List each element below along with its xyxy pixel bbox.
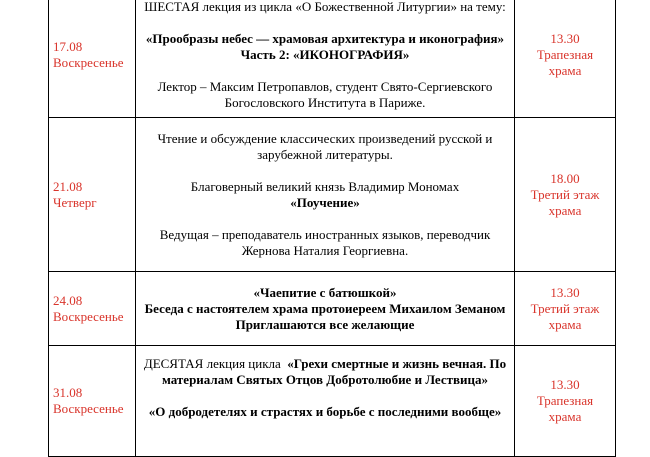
event-author: Благоверный великий князь Владимир Мономах bbox=[190, 178, 460, 194]
event-weekday: Четверг bbox=[53, 194, 97, 210]
place-cell bbox=[515, 118, 616, 272]
date-cell bbox=[49, 272, 136, 346]
event-place-cont: храма bbox=[548, 409, 582, 424]
description-cell bbox=[136, 346, 515, 457]
event-intro-cont: зарубежной литературы. bbox=[257, 146, 393, 162]
event-place: Третий этаж bbox=[530, 300, 600, 316]
table-row bbox=[49, 0, 616, 118]
event-title: «Поучение» bbox=[290, 194, 360, 210]
event-time: 13.30 bbox=[550, 31, 580, 46]
schedule-table bbox=[48, 0, 616, 457]
place-cell bbox=[515, 272, 616, 346]
event-date: 31.08 bbox=[53, 385, 83, 400]
date-cell bbox=[49, 118, 136, 272]
event-subtitle: Беседа с настоятелем храма протоиереем Михаилом Земаном bbox=[144, 300, 506, 316]
event-title: «Чаепитие с батюшкой» bbox=[253, 284, 397, 300]
date-cell bbox=[49, 0, 136, 118]
event-intro: ДЕСЯТАЯ лекция цикла bbox=[143, 356, 281, 371]
event-place-cont: храма bbox=[548, 202, 582, 218]
event-date: 17.08 bbox=[53, 39, 83, 54]
event-lecturer-cont: Богословского Института в Париже. bbox=[224, 95, 426, 110]
event-place-cont: храма bbox=[548, 63, 582, 78]
event-subtitle: Часть 2: «ИКОНОГРАФИЯ» bbox=[240, 47, 410, 62]
date-cell bbox=[49, 346, 136, 457]
event-time: 13.30 bbox=[550, 284, 580, 300]
table-row bbox=[49, 118, 616, 272]
event-place: Трапезная bbox=[536, 393, 594, 408]
place-cell bbox=[515, 346, 616, 457]
event-title: «Грехи смертные и жизнь вечная. По bbox=[287, 356, 507, 371]
event-place: Трапезная bbox=[536, 47, 594, 62]
event-intro: Чтение и обсуждение классических произведений русской и bbox=[157, 130, 493, 146]
event-date: 21.08 bbox=[53, 178, 83, 194]
event-time: 18.00 bbox=[550, 170, 580, 186]
event-title: «Прообразы небес — храмовая архитектура и иконография» bbox=[145, 31, 505, 46]
event-weekday: Воскресенье bbox=[53, 308, 124, 324]
event-title-cont: материалам Святых Отцов Добротолюбие и Лествица» bbox=[161, 372, 488, 387]
table-row bbox=[49, 346, 616, 457]
description-cell bbox=[136, 118, 515, 272]
event-date: 24.08 bbox=[53, 292, 83, 308]
event-host: Ведущая – преподаватель иностранных языков, переводчик bbox=[159, 226, 491, 242]
event-place-cont: храма bbox=[548, 316, 582, 332]
description-cell bbox=[136, 0, 515, 118]
event-time: 13.30 bbox=[550, 377, 580, 392]
table-row bbox=[49, 272, 616, 346]
event-lecturer: Лектор – Максим Петропавлов, студент Свято-Сергиевского bbox=[157, 79, 493, 94]
event-weekday: Воскресенье bbox=[53, 401, 124, 416]
place-cell bbox=[515, 0, 616, 118]
event-host-cont: Жернова Наталия Георгиевна. bbox=[241, 242, 409, 258]
event-intro: ШЕСТАЯ лекция из цикла «О Божественной Литургии» на тему: bbox=[144, 0, 506, 14]
event-invitation: Приглашаются все желающие bbox=[235, 316, 415, 332]
event-subtitle: «О добродетелях и страстях и борьбе с последними вообще» bbox=[148, 404, 502, 419]
event-place: Третий этаж bbox=[530, 186, 600, 202]
event-weekday: Воскресенье bbox=[53, 55, 124, 70]
description-cell bbox=[136, 272, 515, 346]
